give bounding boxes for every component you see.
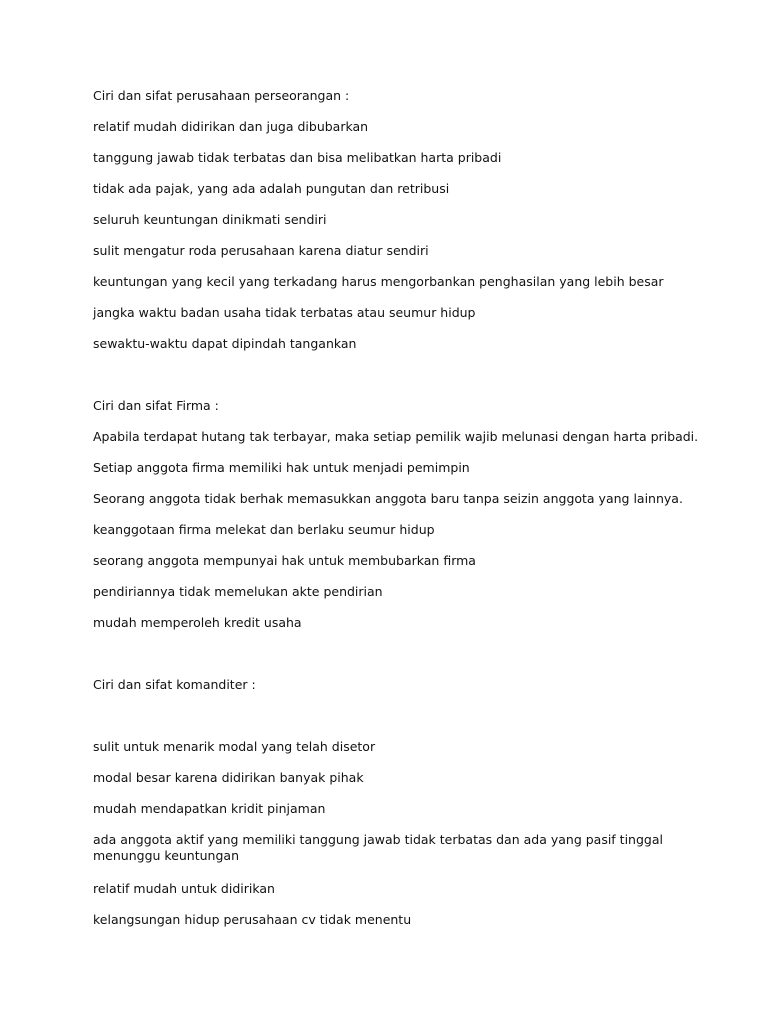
list-item: tidak ada pajak, yang ada adalah pungutan dan retribusi [93, 181, 450, 196]
section-heading-komanditer: Ciri dan sifat komanditer : [93, 677, 256, 692]
list-item: seluruh keuntungan dinikmati sendiri [93, 212, 327, 227]
list-item: relatif mudah untuk didirikan [93, 881, 275, 896]
list-item: sewaktu-waktu dapat dipindah tangankan [93, 336, 357, 351]
list-item: keanggotaan firma melekat dan berlaku seumur hidup [93, 522, 435, 537]
list-item: relatif mudah didirikan dan juga dibubarkan [93, 119, 369, 134]
list-item: jangka waktu badan usaha tidak terbatas atau seumur hidup [93, 305, 476, 320]
section-heading-perseorangan: Ciri dan sifat perusahaan perseorangan : [93, 88, 350, 103]
list-item: mudah mendapatkan kridit pinjaman [93, 801, 326, 816]
list-item: Setiap anggota firma memiliki hak untuk menjadi pemimpin [93, 460, 470, 475]
list-item: seorang anggota mempunyai hak untuk membubarkan firma [93, 553, 476, 568]
list-item: kelangsungan hidup perusahaan cv tidak menentu [93, 912, 412, 927]
list-item: Seorang anggota tidak berhak memasukkan anggota baru tanpa seizin anggota yang lainnya. [93, 491, 683, 506]
list-item: ada anggota aktif yang memiliki tanggung jawab tidak terbatas dan ada yang pasif tinggal menunggu keuntungan [93, 832, 663, 863]
list-item: tanggung jawab tidak terbatas dan bisa melibatkan harta pribadi [93, 150, 502, 165]
list-item: mudah memperoleh kredit usaha [93, 615, 302, 630]
list-item: pendiriannya tidak memelukan akte pendirian [93, 584, 383, 599]
list-item: keuntungan yang kecil yang terkadang harus mengorbankan penghasilan yang lebih besar [93, 274, 664, 289]
list-item: sulit mengatur roda perusahaan karena diatur sendiri [93, 243, 429, 258]
list-item: modal besar karena didirikan banyak pihak [93, 770, 364, 785]
list-item: Apabila terdapat hutang tak terbayar, maka setiap pemilik wajib melunasi dengan harta pribadi. [93, 429, 699, 444]
list-item: sulit untuk menarik modal yang telah disetor [93, 739, 376, 754]
section-heading-firma: Ciri dan sifat Firma : [93, 398, 219, 413]
